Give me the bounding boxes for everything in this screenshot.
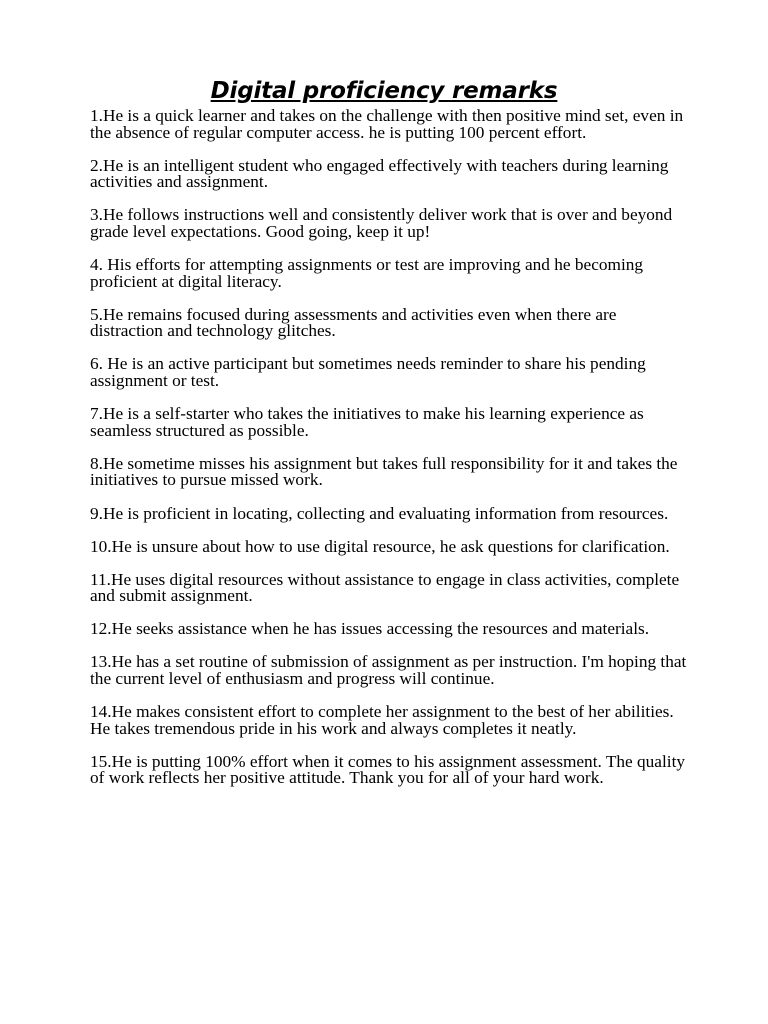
remark-item: 10.He is unsure about how to use digital resource, he ask questions for clarification.: [90, 536, 670, 556]
remark-item: 7.He is a self-starter who takes the initiatives to make his learning experience as seamless structured as possible.: [90, 404, 644, 440]
remark-item: 9.He is proficient in locating, collecting and evaluating information from resources.: [90, 503, 669, 523]
remark-item: 8.He sometime misses his assignment but takes full responsibility for it and takes the initiatives to pursue missed work.: [90, 453, 678, 490]
remarks-list: [90, 108, 690, 804]
remark-item: 11.He uses digital resources without assistance to engage in class activities, complete and submit assignment.: [90, 569, 680, 606]
remark-item: 3.He follows instructions well and consistently deliver work that is over and beyond grade level expectations. Good going, keep it up!: [90, 205, 673, 241]
remark-item: 12.He seeks assistance when he has issues accessing the resources and materials.: [90, 619, 650, 639]
remark-item: 2.He is an intelligent student who engaged effectively with teachers during learning activities and assignment.: [90, 155, 669, 192]
remark-item: 5.He remains focused during assessments and activities even when there are distraction and technology glitches.: [90, 304, 617, 341]
remark-item: 4. His efforts for attempting assignments or test are improving and he becoming proficient at digital literacy.: [90, 255, 644, 291]
remark-item: 6. He is an active participant but sometimes needs reminder to share his pending assignment or test.: [90, 354, 646, 391]
remark-item: 13.He has a set routine of submission of assignment as per instruction. I'm hoping that the current level of enthusiasm and progress will continue.: [90, 652, 687, 689]
remark-item: 1.He is a quick learner and takes on the challenge with then positive mind set, even in the absence of regular computer access. he is putting 100 percent effort.: [90, 106, 684, 142]
document-title: Digital proficiency remarks: [210, 78, 558, 104]
remark-item: 14.He makes consistent effort to complete her assignment to the best of her abilities. He takes tremendous pride in his work and always completes it neatly.: [90, 702, 674, 738]
remark-item: 15.He is putting 100% effort when it comes to his assignment assessment. The quality of work reflects her positive attitude. Thank you for all of your hard work.: [90, 751, 686, 788]
